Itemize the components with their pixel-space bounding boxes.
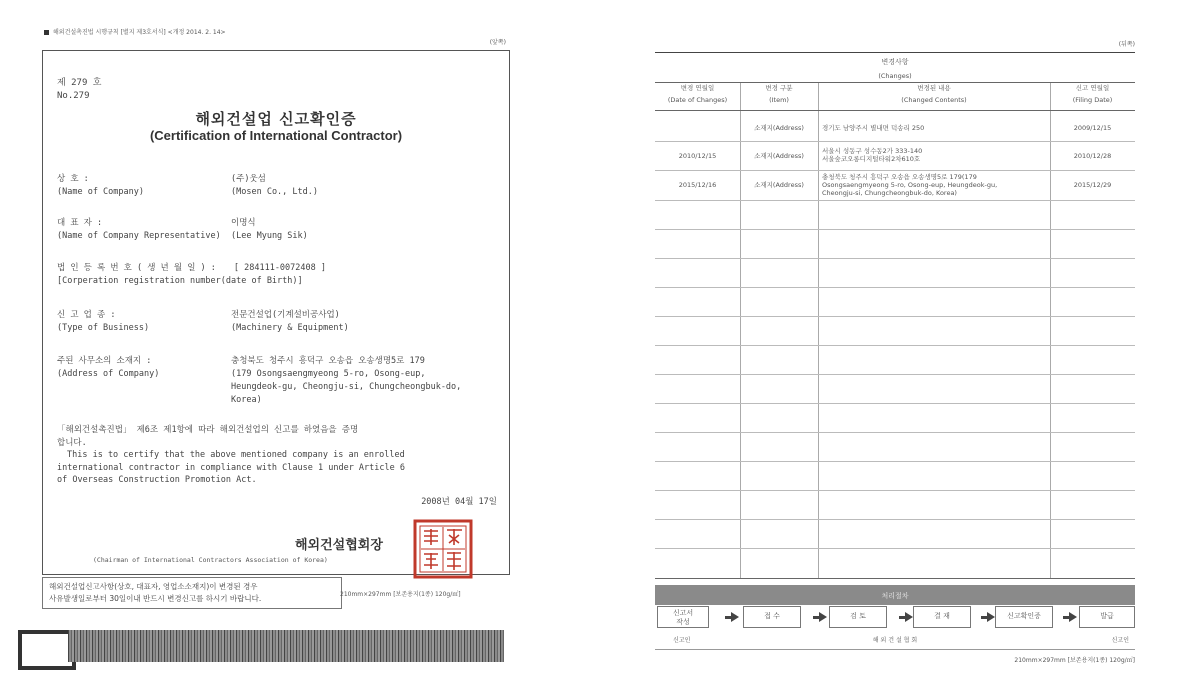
step-reception: 접 수 bbox=[743, 606, 801, 628]
form-reference-note bbox=[44, 27, 226, 36]
row-rule bbox=[655, 170, 1135, 171]
empty-row-rule bbox=[655, 287, 1135, 288]
company-value-ko: (주)웃섬 bbox=[231, 174, 266, 184]
column-divider bbox=[818, 82, 819, 578]
chairman-title-en: (Chairman of International Contractors Association of Korea) bbox=[93, 556, 328, 564]
row-filing-date: 2009/12/15 bbox=[1073, 124, 1112, 132]
statement-en-1: This is to certify that the above mentioned company is an enrolled bbox=[67, 450, 405, 460]
row-item: 소재지(Address) bbox=[754, 152, 804, 160]
paper-size-note: 210mm×297mm [보존용지(1종) 120g/㎡] bbox=[1014, 657, 1135, 664]
empty-row-rule bbox=[655, 461, 1135, 462]
header-contents-ko: 변경된 내용 bbox=[917, 84, 951, 92]
address-value-en-3: Korea) bbox=[231, 395, 262, 405]
bottom-label-applicant: 신고인 bbox=[673, 637, 691, 644]
rep-label-en: (Name of Company Representative) bbox=[57, 231, 221, 241]
certificate-number-en: No.279 bbox=[57, 91, 90, 101]
bottom-label-association: 해 외 건 설 협 회 bbox=[872, 637, 918, 644]
field-address bbox=[57, 355, 462, 405]
header-date-of-changes bbox=[655, 82, 740, 106]
address-value-en-1: (179 Osongsaengmyeong 5-ro, Osong-eup, bbox=[231, 369, 426, 379]
certificate-front-page bbox=[30, 20, 530, 670]
step-review: 검 토 bbox=[829, 606, 887, 628]
empty-row-rule bbox=[655, 345, 1135, 346]
security-pattern-strip bbox=[68, 630, 504, 662]
bottom-label-applicant-right: 신고인 bbox=[1111, 637, 1129, 644]
paper-size-note: 210mm×297mm [보존용지(1종) 120g/㎡] bbox=[340, 591, 461, 598]
top-rule bbox=[655, 52, 1135, 53]
notice-line-1: 해외건설업신고사항(상호, 대표자, 영업소소재지)이 변경된 경우 bbox=[49, 582, 258, 591]
row-date: 2015/12/16 bbox=[678, 181, 717, 189]
front-side-label: (앞쪽) bbox=[489, 39, 506, 46]
empty-row-rule bbox=[655, 258, 1135, 259]
row-content-line: 서울숲코오롱디지털타워2차610호 bbox=[822, 155, 921, 163]
changes-title-ko: 변경사항 bbox=[881, 58, 909, 66]
row-rule bbox=[655, 141, 1135, 142]
header-filing-ko: 신고 연월일 bbox=[1075, 84, 1110, 92]
statement-en-3: of Overseas Construction Promotion Act. bbox=[57, 475, 257, 485]
company-label-ko: 상 호 : bbox=[57, 174, 89, 184]
arrow-right-icon bbox=[905, 612, 913, 622]
row-content-line: Osongsaengmyeong 5-ro, Osong-eup, Heungdeok-gu, bbox=[822, 181, 998, 189]
rep-value-en: (Lee Myung Sik) bbox=[231, 231, 308, 241]
square-bullet-icon bbox=[44, 30, 49, 35]
header-contents-en: (Changed Contents) bbox=[901, 96, 967, 104]
field-registration-number bbox=[57, 262, 326, 288]
statement-ko-1: 「해외건설촉진법」 제6조 제1항에 따라 해외건설업의 신고를 하였음을 증명 bbox=[57, 425, 359, 435]
business-value-ko: 전문건설업(기계설비공사업) bbox=[231, 310, 340, 320]
certificate-title-en: (Certification of International Contractor) bbox=[149, 128, 403, 143]
row-rule bbox=[655, 200, 1135, 201]
form-reference-text: 해외건설촉진법 시행규칙 [별지 제3호서식] <개정 2014. 2. 14> bbox=[53, 29, 226, 36]
rep-label-ko: 대 표 자 : bbox=[57, 218, 103, 228]
empty-row-rule bbox=[655, 316, 1135, 317]
arrow-right-icon bbox=[731, 612, 739, 622]
field-company bbox=[57, 173, 318, 199]
business-value bbox=[231, 309, 349, 335]
statement-ko-2: 합니다. bbox=[57, 437, 87, 448]
arrow-right-icon bbox=[987, 612, 995, 622]
address-value-ko: 충청북도 청주시 흥덕구 오송읍 오송생명5로 179 bbox=[231, 356, 425, 366]
changes-title-en: (Changes) bbox=[878, 72, 912, 80]
address-value-en-2: Heungdeok-gu, Cheongju-si, Chungcheongbuk-do, bbox=[231, 382, 462, 392]
header-date-en: (Date of Changes) bbox=[667, 96, 728, 104]
step-application bbox=[657, 606, 709, 628]
step-application-line-2: 작성 bbox=[676, 618, 690, 626]
company-label-en: (Name of Company) bbox=[57, 187, 144, 197]
field-representative bbox=[57, 217, 308, 243]
certificate-title-ko: 해외건설업 신고확인증 bbox=[195, 110, 357, 128]
certificate-frame bbox=[42, 50, 510, 575]
business-label-en: (Type of Business) bbox=[57, 323, 150, 333]
certificate-number bbox=[57, 77, 101, 103]
header-item bbox=[740, 82, 818, 106]
bottom-rule bbox=[655, 649, 1135, 650]
empty-row-rule bbox=[655, 229, 1135, 230]
back-side-label: (뒤쪽) bbox=[1118, 41, 1135, 48]
empty-row-rule bbox=[655, 403, 1135, 404]
row-filing-date: 2010/12/28 bbox=[1073, 152, 1112, 160]
step-application-line-1: 신고서 bbox=[672, 609, 694, 617]
notice-box bbox=[42, 577, 342, 609]
address-value bbox=[231, 355, 461, 407]
business-value-en: (Machinery & Equipment) bbox=[231, 323, 349, 333]
header-changed-contents bbox=[818, 82, 1050, 106]
address-label-en: (Address of Company) bbox=[57, 369, 160, 379]
empty-row-rule bbox=[655, 374, 1135, 375]
certification-statement bbox=[57, 424, 497, 487]
certificate-number-ko: 제 279 호 bbox=[57, 78, 102, 88]
process-title: 처리절차 bbox=[881, 592, 909, 600]
row-filing-date: 2015/12/29 bbox=[1073, 181, 1112, 189]
reg-label-en: [Corperation registration number(date of Birth)] bbox=[57, 276, 303, 286]
table-bottom-rule bbox=[655, 578, 1135, 579]
field-business-type bbox=[57, 309, 349, 335]
header-date-ko: 변경 연월일 bbox=[680, 84, 715, 92]
business-label-ko: 신 고 업 종 : bbox=[57, 310, 116, 320]
header-filing-en: (Filing Date) bbox=[1072, 96, 1113, 104]
notice-line-2: 사유발생일로부터 30일이내 반드시 변경신고를 하시기 바랍니다. bbox=[49, 594, 262, 603]
header-bottom-rule bbox=[655, 110, 1135, 111]
issue-date: 2008년 04월 17일 bbox=[421, 497, 497, 507]
certificate-back-page bbox=[655, 30, 1135, 675]
step-approval: 결 재 bbox=[913, 606, 971, 628]
row-content bbox=[822, 124, 1048, 132]
official-seal-icon bbox=[413, 519, 473, 579]
row-content-line: 서울시 성동구 성수동2가 333-140 bbox=[822, 147, 923, 155]
rep-value bbox=[231, 217, 308, 243]
header-filing-date bbox=[1050, 82, 1135, 106]
arrow-right-icon bbox=[819, 612, 827, 622]
empty-row-rule bbox=[655, 490, 1135, 491]
row-content-line: 경기도 남양주시 별내면 덕송리 250 bbox=[822, 124, 925, 132]
empty-row-rule bbox=[655, 519, 1135, 520]
statement-en-2: international contractor in compliance with Clause 1 under Article 6 bbox=[57, 462, 405, 473]
reg-label-ko-text: 법 인 등 록 번 호 ( 생 년 월 일 ) : bbox=[57, 263, 216, 273]
chairman-title-ko: 해외건설협회장 bbox=[295, 538, 383, 553]
reg-value: [ 284111-0072408 ] bbox=[233, 263, 326, 273]
reg-label-ko bbox=[57, 262, 326, 275]
row-item: 소재지(Address) bbox=[754, 181, 804, 189]
step-issuance: 발급 bbox=[1079, 606, 1135, 628]
row-content bbox=[822, 173, 1048, 197]
row-content-line: 충청북도 청주시 흥덕구 오송읍 오송생명5로 179(179 bbox=[822, 173, 977, 181]
rep-value-ko: 이명식 bbox=[231, 218, 256, 228]
company-value-en: (Mosen Co., Ltd.) bbox=[231, 187, 318, 197]
empty-row-rule bbox=[655, 432, 1135, 433]
row-item: 소재지(Address) bbox=[754, 124, 804, 132]
address-label-ko: 주된 사무소의 소재지 : bbox=[57, 356, 152, 366]
row-date: 2010/12/15 bbox=[678, 152, 717, 160]
step-certificate: 신고확인증 bbox=[995, 606, 1053, 628]
header-item-en: (Item) bbox=[769, 96, 789, 104]
header-item-ko: 변경 구분 bbox=[765, 84, 793, 92]
arrow-right-icon bbox=[1069, 612, 1077, 622]
company-value bbox=[231, 173, 318, 199]
row-content bbox=[822, 147, 1048, 163]
empty-row-rule bbox=[655, 548, 1135, 549]
row-content-line: Cheongju-si, Chungcheongbuk-do, Korea) bbox=[822, 189, 957, 197]
